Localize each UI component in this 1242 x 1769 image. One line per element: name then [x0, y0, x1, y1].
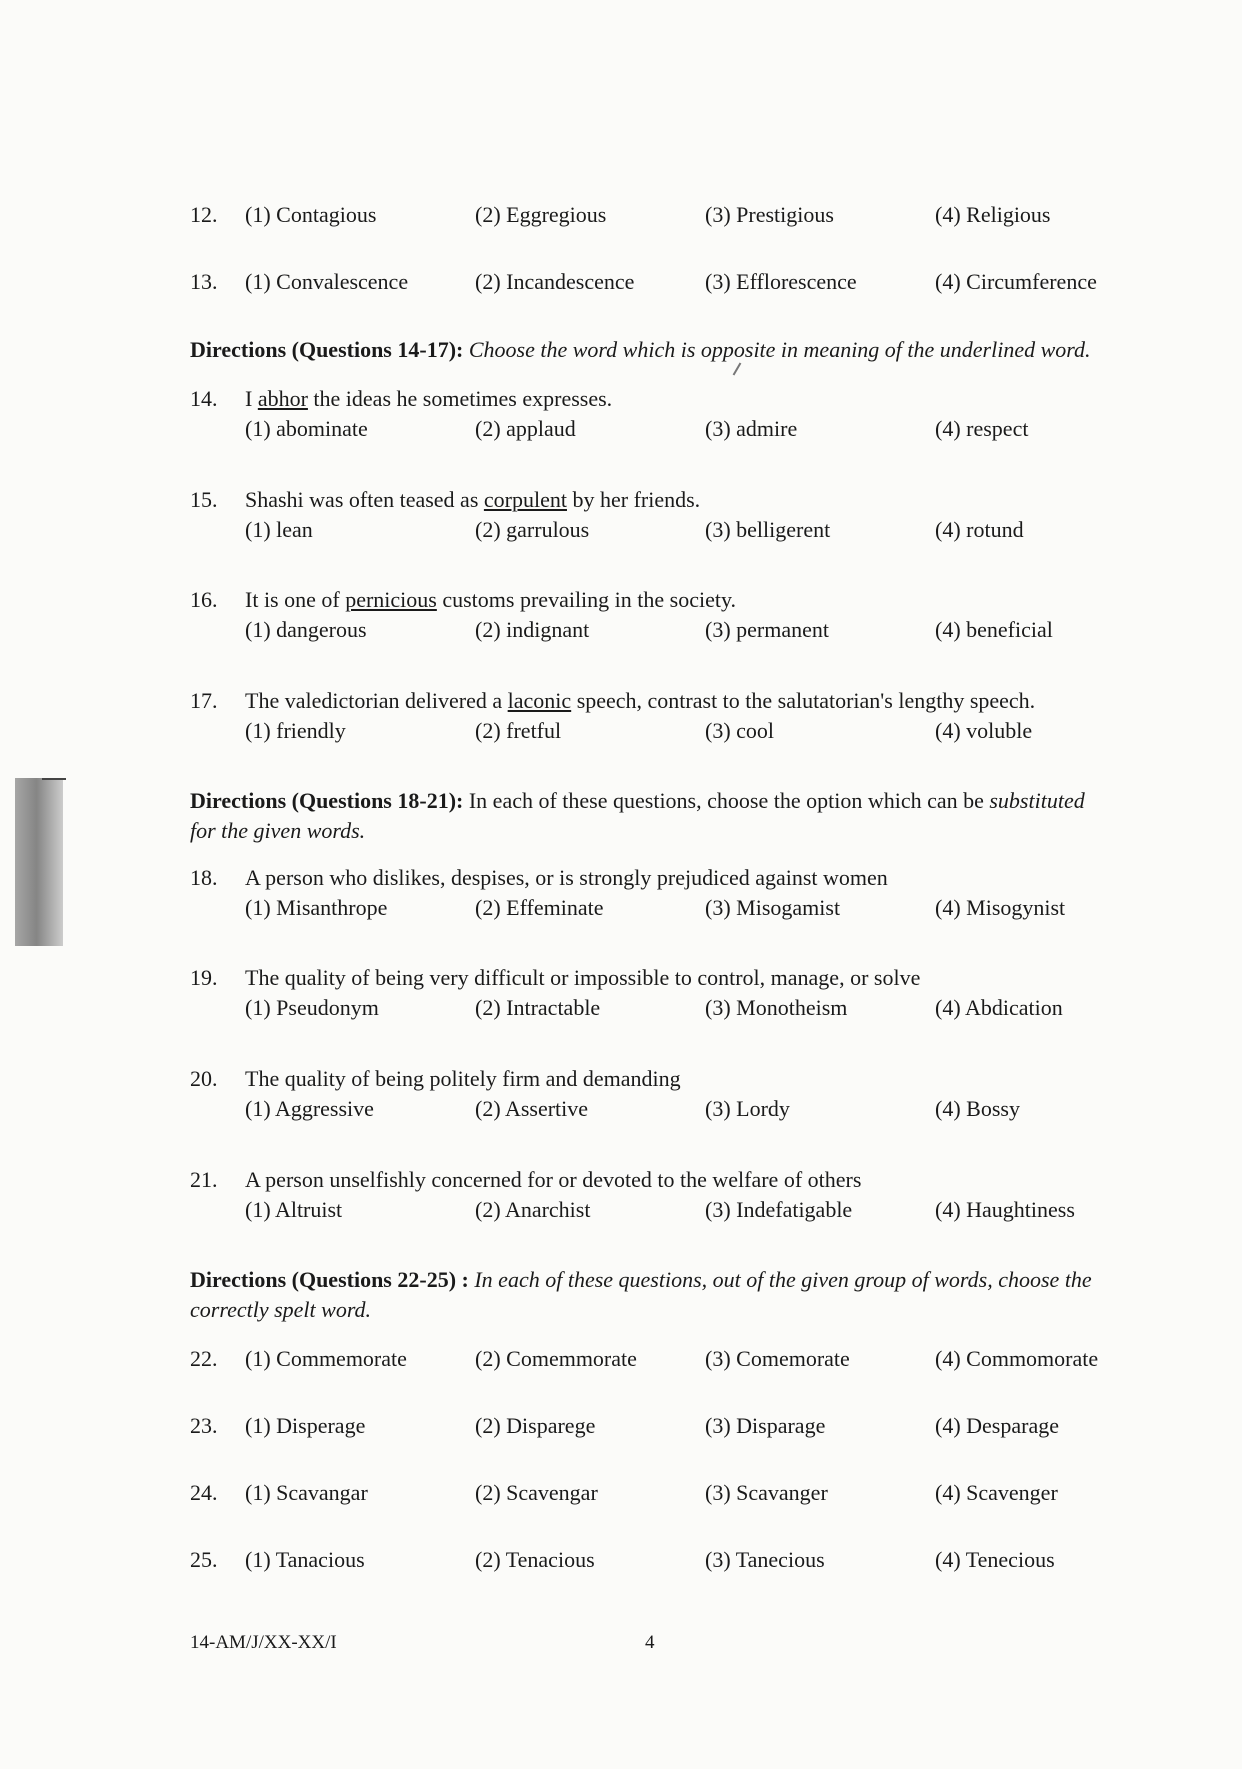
option-2: (2) Assertive	[475, 1096, 589, 1121]
option-row	[190, 267, 1190, 297]
option-4: (4) Misogynist	[935, 895, 1066, 920]
directions-text: In each of these questions, out of the given group of words, choose the	[474, 1267, 1092, 1292]
option-4: (4) voluble	[935, 718, 1033, 743]
option-2: (2) indignant	[475, 617, 590, 642]
question-text	[245, 384, 612, 414]
option-1: (1) Scavangar	[245, 1480, 368, 1505]
option-1: (1) friendly	[245, 718, 346, 743]
question-25	[190, 1545, 1190, 1575]
scan-artifact-line	[42, 778, 66, 780]
question-text: The quality of being politely firm and demanding	[245, 1066, 681, 1091]
option-2: (2) fretful	[475, 718, 562, 743]
question-row	[190, 384, 1190, 414]
option-1: (1) Commemorate	[245, 1346, 407, 1371]
option-1: (1) Convalescence	[245, 269, 409, 294]
option-4: (4) Bossy	[935, 1096, 1020, 1121]
option-1: (1) Aggressive	[245, 1096, 374, 1121]
option-4: (4) Commomorate	[935, 1346, 1099, 1371]
option-4: (4) Abdication	[935, 995, 1063, 1020]
question-22	[190, 1344, 1190, 1374]
question-number: 23.	[190, 1413, 218, 1438]
option-4: (4) Tenecious	[935, 1547, 1055, 1572]
option-row	[190, 716, 1190, 746]
text-pre: The valedictorian delivered a	[245, 688, 508, 713]
underlined-word: abhor	[257, 386, 308, 411]
option-3: (3) Scavanger	[705, 1480, 828, 1505]
option-row	[190, 515, 1190, 545]
option-2: (2) applaud	[475, 416, 576, 441]
option-4: (4) Desparage	[935, 1413, 1059, 1438]
option-3: (3) Misogamist	[705, 895, 841, 920]
question-row	[190, 585, 1190, 615]
question-13	[190, 267, 1190, 297]
text-post: customs prevailing in the society.	[436, 587, 737, 612]
option-3: (3) permanent	[705, 617, 829, 642]
scan-artifact	[15, 778, 63, 946]
option-2: (2) garrulous	[475, 517, 590, 542]
option-row	[190, 1094, 1190, 1124]
question-number: 17.	[190, 688, 218, 713]
option-3: (3) Efflorescence	[705, 269, 857, 294]
option-row	[190, 1344, 1190, 1374]
directions-14-17	[190, 335, 1180, 365]
option-2: (2) Incandescence	[475, 269, 635, 294]
text-post: by her friends.	[566, 487, 701, 512]
question-number: 24.	[190, 1480, 218, 1505]
question-text: A person unselfishly concerned for or devoted to the welfare of others	[245, 1167, 862, 1192]
option-2: (2) Comemmorate	[475, 1346, 637, 1371]
option-3: (3) Indefatigable	[705, 1197, 853, 1222]
option-4: (4) Scavenger	[935, 1480, 1058, 1505]
question-row	[190, 1165, 1190, 1195]
question-row	[190, 686, 1190, 716]
question-number: 25.	[190, 1547, 218, 1572]
option-4: (4) Haughtiness	[935, 1197, 1075, 1222]
question-number: 16.	[190, 587, 218, 612]
text-post: the ideas he sometimes expresses.	[307, 386, 613, 411]
option-2: (2) Disparege	[475, 1413, 596, 1438]
directions-emphasis: substituted	[989, 788, 1085, 813]
option-1: (1) Disperage	[245, 1413, 366, 1438]
option-2: (2) Tenacious	[475, 1547, 595, 1572]
question-text	[245, 686, 1035, 716]
directions-label: Directions (Questions 22-25) :	[190, 1267, 469, 1292]
option-row	[190, 1478, 1190, 1508]
option-row	[190, 993, 1190, 1023]
question-12	[190, 200, 1190, 230]
option-2: (2) Intractable	[475, 995, 601, 1020]
question-row	[190, 485, 1190, 515]
directions-emphasis-2: for the given words.	[190, 818, 366, 843]
question-21	[190, 1165, 1190, 1225]
option-3: (3) Monotheism	[705, 995, 848, 1020]
directions-text: In each of these questions, choose the option which can be	[463, 788, 990, 813]
question-text	[245, 485, 700, 515]
question-row	[190, 1064, 1190, 1094]
option-1: (1) dangerous	[245, 617, 367, 642]
question-15	[190, 485, 1190, 545]
question-20	[190, 1064, 1190, 1124]
option-row	[190, 1545, 1190, 1575]
option-1: (1) lean	[245, 517, 313, 542]
text-pre: I	[245, 386, 258, 411]
directions-22-25	[190, 1265, 1180, 1325]
question-text: A person who dislikes, despises, or is strongly prejudiced against women	[245, 865, 888, 890]
option-2: (2) Scavengar	[475, 1480, 598, 1505]
text-pre: Shashi was often teased as	[245, 487, 484, 512]
option-2: (2) Anarchist	[475, 1197, 591, 1222]
directions-label: Directions (Questions 14-17):	[190, 337, 464, 362]
option-row	[190, 1411, 1190, 1441]
underlined-word: laconic	[507, 688, 572, 713]
question-number: 12.	[190, 202, 218, 227]
directions-18-21	[190, 786, 1180, 846]
option-1: (1) Pseudonym	[245, 995, 379, 1020]
question-number: 19.	[190, 965, 218, 990]
directions-label: Directions (Questions 18-21):	[190, 788, 464, 813]
question-number: 13.	[190, 269, 218, 294]
question-number: 21.	[190, 1167, 218, 1192]
question-number: 20.	[190, 1066, 218, 1091]
question-text	[245, 585, 736, 615]
question-row	[190, 863, 1190, 893]
directions-text-2: correctly spelt word.	[190, 1297, 372, 1322]
option-3: (3) Lordy	[705, 1096, 790, 1121]
option-1: (1) Contagious	[245, 202, 377, 227]
directions-text: Choose the word which is opposite in meaning of the underlined word.	[468, 337, 1091, 362]
option-1: (1) Altruist	[245, 1197, 343, 1222]
question-number: 14.	[190, 386, 218, 411]
option-4: (4) beneficial	[935, 617, 1053, 642]
option-1: (1) Misanthrope	[245, 895, 388, 920]
option-3: (3) Disparage	[705, 1413, 826, 1438]
option-2: (2) Effeminate	[475, 895, 604, 920]
question-number: 18.	[190, 865, 218, 890]
option-row	[190, 200, 1190, 230]
question-18	[190, 863, 1190, 923]
question-16	[190, 585, 1190, 645]
option-4: (4) rotund	[935, 517, 1024, 542]
text-post: speech, contrast to the salutatorian's lengthy speech.	[571, 688, 1036, 713]
option-3: (3) Tanecious	[705, 1547, 825, 1572]
question-number: 22.	[190, 1346, 218, 1371]
option-4: (4) respect	[935, 416, 1029, 441]
option-3: (3) cool	[705, 718, 775, 743]
option-row	[190, 414, 1190, 444]
question-text: The quality of being very difficult or impossible to control, manage, or solve	[245, 965, 921, 990]
page-number: 4	[645, 1632, 655, 1653]
option-row	[190, 615, 1190, 645]
underlined-word: pernicious	[345, 587, 437, 612]
question-row	[190, 963, 1190, 993]
option-4: (4) Circumference	[935, 269, 1097, 294]
question-19	[190, 963, 1190, 1023]
option-4: (4) Religious	[935, 202, 1051, 227]
question-23	[190, 1411, 1190, 1441]
option-row	[190, 1195, 1190, 1225]
option-1: (1) abominate	[245, 416, 368, 441]
option-row	[190, 893, 1190, 923]
question-number: 15.	[190, 487, 218, 512]
question-14	[190, 384, 1190, 444]
option-2: (2) Eggregious	[475, 202, 607, 227]
question-24	[190, 1478, 1190, 1508]
option-1: (1) Tanacious	[245, 1547, 365, 1572]
option-3: (3) Comemorate	[705, 1346, 850, 1371]
option-3: (3) admire	[705, 416, 798, 441]
option-3: (3) Prestigious	[705, 202, 834, 227]
text-pre: It is one of	[245, 587, 346, 612]
option-3: (3) belligerent	[705, 517, 831, 542]
underlined-word: corpulent	[483, 487, 567, 512]
paper-code: 14-AM/J/XX-XX/I	[190, 1632, 337, 1653]
question-17	[190, 686, 1190, 746]
